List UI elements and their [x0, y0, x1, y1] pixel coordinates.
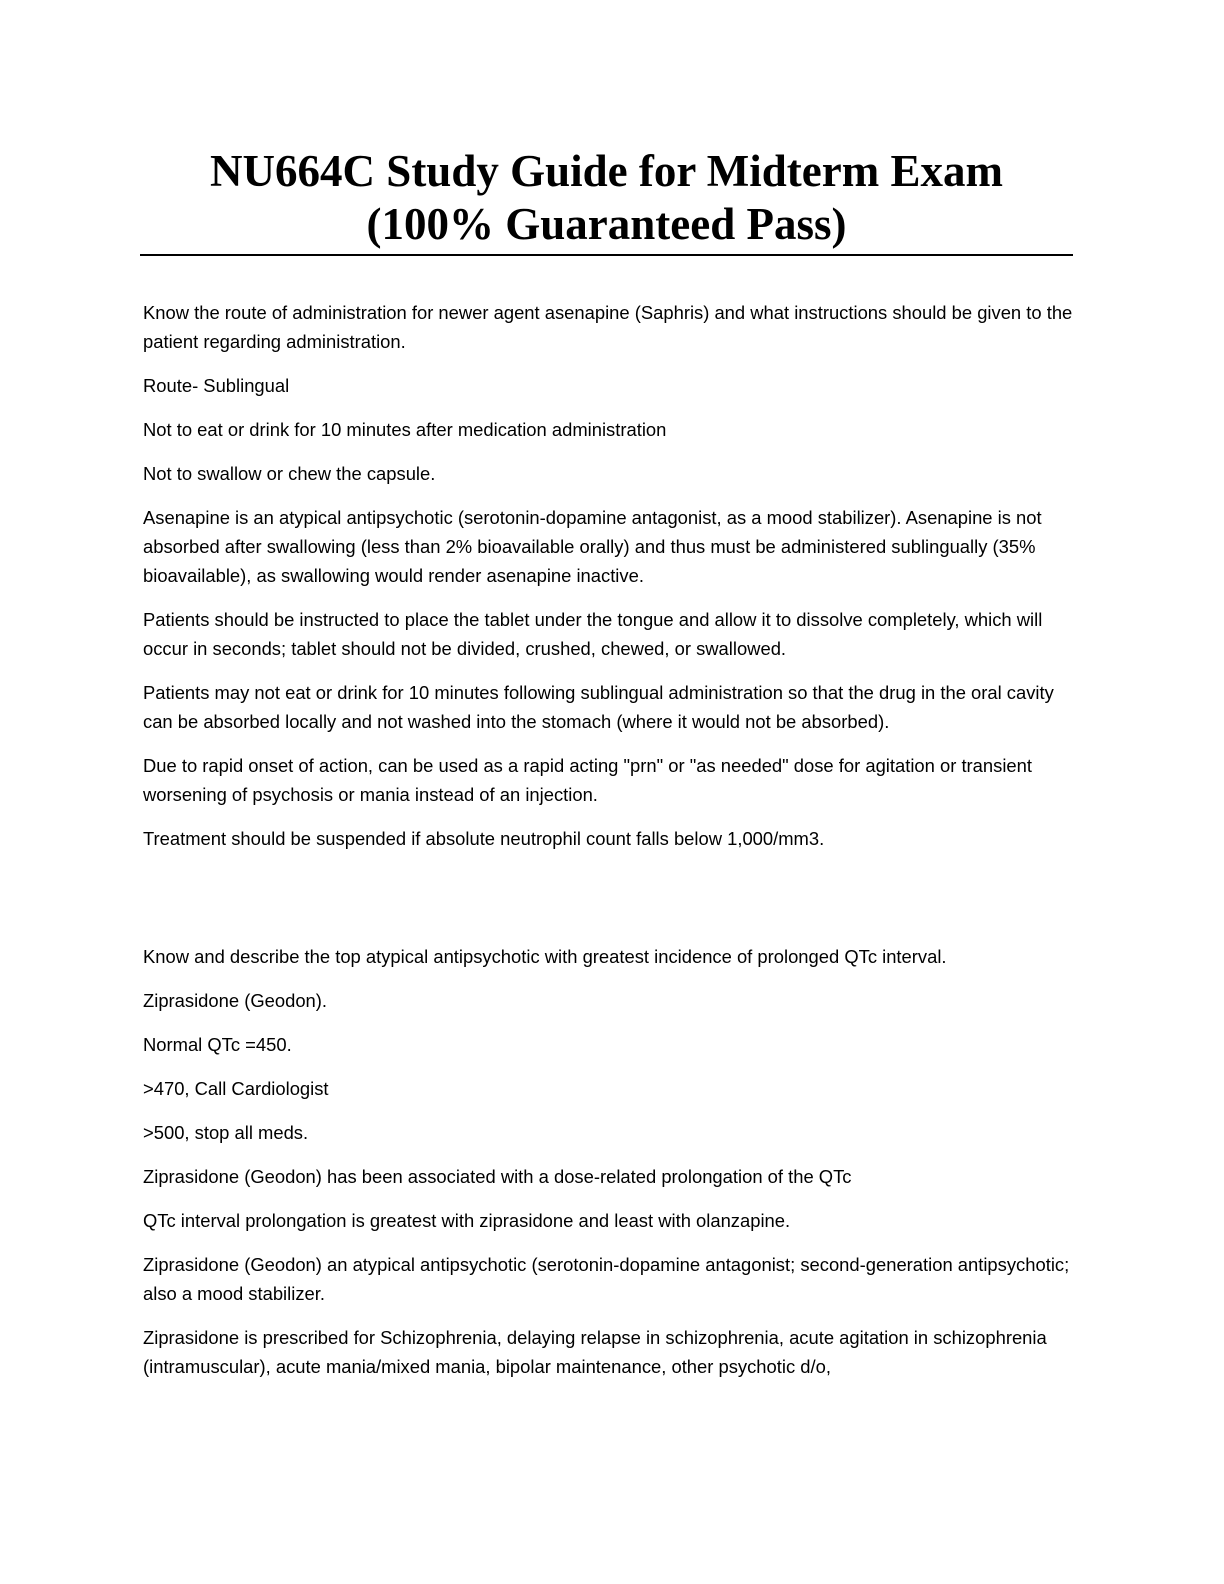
paragraph: >470, Call Cardiologist	[143, 1078, 329, 1099]
paragraph: Normal QTc =450.	[143, 1034, 292, 1055]
page-title	[140, 145, 1073, 251]
paragraph: Treatment should be suspended if absolute neutrophil count falls below 1,000/mm3.	[143, 828, 825, 849]
paragraph: Ziprasidone is prescribed for Schizophrenia, delaying relapse in schizophrenia, acute agitation in schizophrenia (intramuscular), acute mania/mixed mania, bipolar maintenance, other psychotic d/o,	[143, 1327, 1047, 1377]
paragraph: >500, stop all meds.	[143, 1122, 309, 1143]
section-ziprasidone	[143, 942, 1073, 1381]
paragraph: Not to swallow or chew the capsule.	[143, 463, 436, 484]
paragraph: Asenapine is an atypical antipsychotic (serotonin-dopamine antagonist, as a mood stabilizer). Asenapine is not absorbed after swallowing (less than 2% bioavailable orally) and thus must be administered sublingually (35% bioavailable), as swallowing would render asenapine inactive.	[143, 507, 1042, 586]
paragraph: Not to eat or drink for 10 minutes after medication administration	[143, 419, 667, 440]
title-divider	[140, 254, 1073, 256]
paragraph: QTc interval prolongation is greatest with ziprasidone and least with olanzapine.	[143, 1210, 791, 1231]
paragraph: Due to rapid onset of action, can be used as a rapid acting "prn" or "as needed" dose for agitation or transient worsening of psychosis or mania instead of an injection.	[143, 755, 1032, 805]
paragraph: Ziprasidone (Geodon) has been associated with a dose-related prolongation of the QTc	[143, 1166, 852, 1187]
title-line-1: NU664C Study Guide for Midterm Exam	[210, 146, 1003, 196]
document-body	[143, 298, 1073, 1396]
section-question: Know the route of administration for newer agent asenapine (Saphris) and what instructions should be given to the patient regarding administration.	[143, 302, 1073, 352]
section-asenapine	[143, 298, 1073, 853]
title-line-2: (100% Guaranteed Pass)	[366, 199, 847, 249]
paragraph: Ziprasidone (Geodon).	[143, 990, 328, 1011]
paragraph: Patients should be instructed to place the tablet under the tongue and allow it to dissolve completely, which will occur in seconds; tablet should not be divided, crushed, chewed, or swallowed.	[143, 609, 1043, 659]
section-question: Know and describe the top atypical antipsychotic with greatest incidence of prolonged QTc interval.	[143, 946, 947, 967]
paragraph: Ziprasidone (Geodon) an atypical antipsychotic (serotonin-dopamine antagonist; second-generation antipsychotic; also a mood stabilizer.	[143, 1254, 1070, 1304]
paragraph: Patients may not eat or drink for 10 minutes following sublingual administration so that the drug in the oral cavity can be absorbed locally and not washed into the stomach (where it would not be absorbed).	[143, 682, 1054, 732]
section-spacer	[143, 868, 1073, 942]
paragraph: Route- Sublingual	[143, 375, 290, 396]
